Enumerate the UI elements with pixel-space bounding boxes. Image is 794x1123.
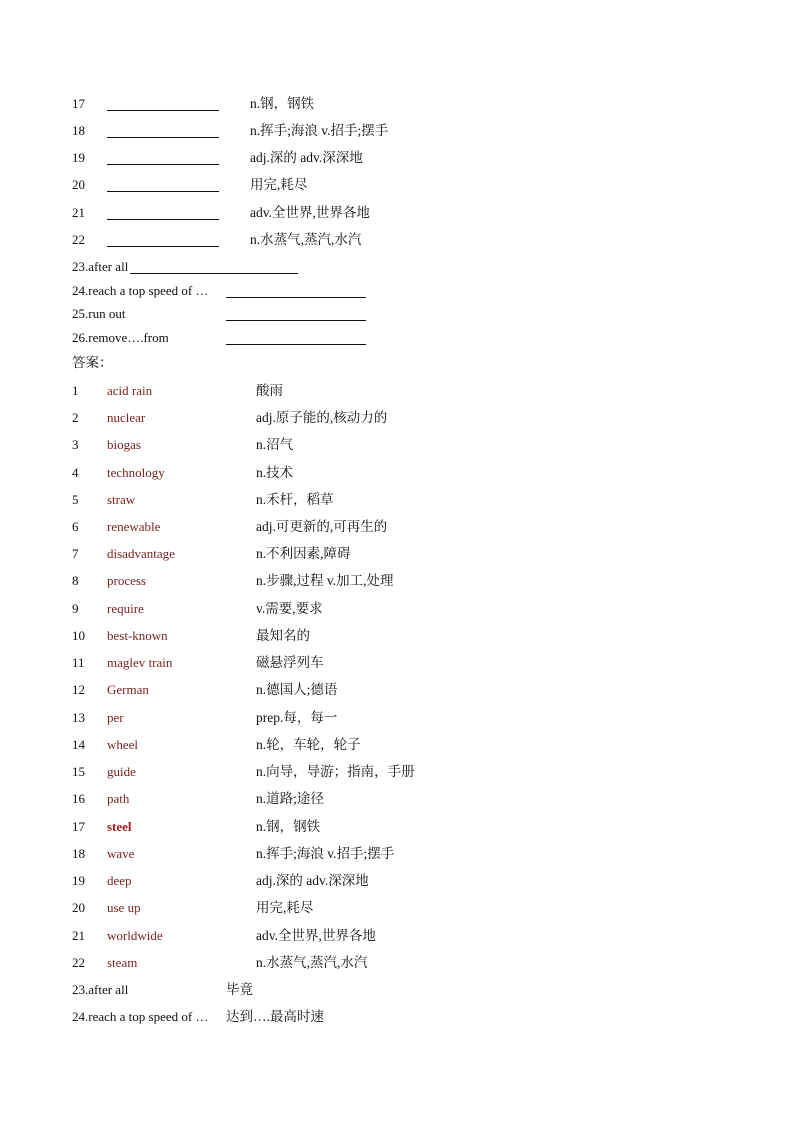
answer-word: require: [107, 601, 144, 616]
answer-blank[interactable]: [130, 273, 298, 274]
answers-heading: 答案：: [72, 355, 113, 370]
answer-blank[interactable]: [226, 297, 366, 298]
item-number: 3: [72, 437, 79, 452]
item-number: 14: [72, 737, 85, 752]
answer-blank[interactable]: [107, 137, 219, 138]
item-number: 6: [72, 519, 79, 534]
answer-definition: n.沼气: [256, 437, 294, 452]
phrase-text: 23.after all: [72, 259, 129, 274]
answer-definition: v.需要,要求: [256, 601, 323, 616]
answer-word: nuclear: [107, 410, 146, 425]
answer-word: technology: [107, 465, 165, 480]
item-number: 21: [72, 205, 85, 220]
item-number: 17: [72, 96, 85, 111]
item-number: 19: [72, 150, 85, 165]
answer-word: worldwide: [107, 928, 163, 943]
answer-definition: n.德国人;德语: [256, 682, 338, 697]
item-definition: 用完,耗尽: [250, 177, 308, 192]
answer-word: acid rain: [107, 383, 153, 398]
item-definition: adj.深的 adv.深深地: [250, 150, 363, 165]
phrase-text: 26.remove….from: [72, 330, 169, 345]
answer-word-highlighted: steel: [107, 819, 132, 834]
phrase-text: 23.after all: [72, 982, 129, 997]
answer-word: path: [107, 791, 130, 806]
item-number: 20: [72, 177, 85, 192]
answer-definition: n.挥手;海浪 v.招手;摆手: [256, 846, 395, 861]
phrase-definition: 毕竟: [226, 982, 253, 997]
item-number: 9: [72, 601, 79, 616]
item-number: 18: [72, 846, 85, 861]
answer-word: German: [107, 682, 149, 697]
answer-word: deep: [107, 873, 132, 888]
item-number: 2: [72, 410, 79, 425]
answer-word: guide: [107, 764, 136, 779]
phrase-text: 24.reach a top speed of …: [72, 283, 209, 298]
answer-word: wheel: [107, 737, 139, 752]
phrase-text: 24.reach a top speed of …: [72, 1009, 209, 1024]
item-number: 1: [72, 383, 79, 398]
answer-definition: 酸雨: [256, 383, 283, 398]
answer-blank[interactable]: [107, 164, 219, 165]
item-number: 5: [72, 492, 79, 507]
answer-blank[interactable]: [226, 320, 366, 321]
item-number: 22: [72, 232, 85, 247]
answer-word: steam: [107, 955, 138, 970]
item-definition: n.挥手;海浪 v.招手;摆手: [250, 123, 389, 138]
answer-definition: 用完,耗尽: [256, 900, 314, 915]
answer-definition: n.不利因素,障碍: [256, 546, 351, 561]
answer-definition: n.钢，钢铁: [256, 819, 321, 834]
item-number: 18: [72, 123, 85, 138]
item-number: 17: [72, 819, 85, 834]
answer-word: biogas: [107, 437, 141, 452]
item-number: 12: [72, 682, 85, 697]
answer-definition: adj.原子能的,核动力的: [256, 410, 388, 425]
item-number: 7: [72, 546, 79, 561]
item-number: 20: [72, 900, 85, 915]
item-definition: adv.全世界,世界各地: [250, 205, 370, 220]
answer-definition: n.技术: [256, 465, 294, 480]
answer-word: straw: [107, 492, 136, 507]
answer-word: best-known: [107, 628, 168, 643]
answer-blank[interactable]: [107, 191, 219, 192]
item-number: 19: [72, 873, 85, 888]
phrase-definition: 达到….最高时速: [226, 1009, 324, 1024]
item-number: 11: [72, 655, 85, 670]
answer-word: use up: [107, 900, 141, 915]
item-definition: n.钢，钢铁: [250, 96, 315, 111]
answer-word: renewable: [107, 519, 161, 534]
item-number: 4: [72, 465, 79, 480]
answer-definition: n.道路;途径: [256, 791, 324, 806]
answer-definition: adj.深的 adv.深深地: [256, 873, 369, 888]
phrase-text: 25.run out: [72, 306, 126, 321]
answer-definition: n.水蒸气,蒸汽,水汽: [256, 955, 368, 970]
answer-blank[interactable]: [107, 246, 219, 247]
item-number: 16: [72, 791, 85, 806]
answer-definition: 磁悬浮列车: [256, 655, 324, 670]
item-number: 8: [72, 573, 79, 588]
answer-definition: adv.全世界,世界各地: [256, 928, 376, 943]
answer-definition: n.向导，导游；指南，手册: [256, 764, 415, 779]
item-number: 13: [72, 710, 85, 725]
answer-definition: 最知名的: [256, 628, 310, 643]
item-number: 21: [72, 928, 85, 943]
item-number: 15: [72, 764, 85, 779]
answer-word: process: [107, 573, 146, 588]
answer-definition: n.禾杆，稻草: [256, 492, 334, 507]
answer-blank[interactable]: [107, 219, 219, 220]
answer-definition: n.步骤,过程 v.加工,处理: [256, 573, 394, 588]
answer-blank[interactable]: [107, 110, 219, 111]
answer-definition: prep.每，每一: [256, 710, 338, 725]
answer-word: disadvantage: [107, 546, 175, 561]
item-number: 22: [72, 955, 85, 970]
answer-word: maglev train: [107, 655, 173, 670]
item-definition: n.水蒸气,蒸汽,水汽: [250, 232, 362, 247]
item-number: 10: [72, 628, 85, 643]
answer-definition: n.轮，车轮，轮子: [256, 737, 361, 752]
answer-blank[interactable]: [226, 344, 366, 345]
answer-definition: adj.可更新的,可再生的: [256, 519, 388, 534]
answer-word: per: [107, 710, 124, 725]
answer-word: wave: [107, 846, 135, 861]
